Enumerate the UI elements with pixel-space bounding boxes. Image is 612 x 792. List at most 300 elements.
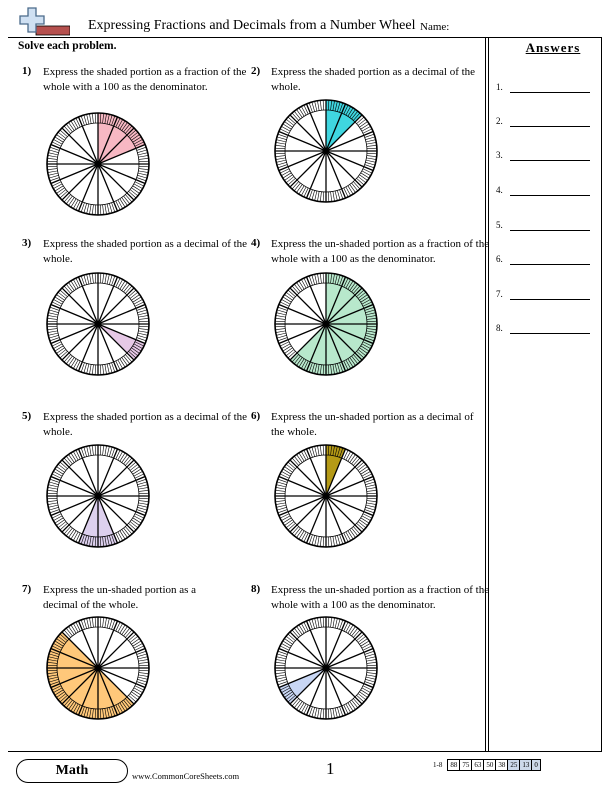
answer-line-4[interactable]: 4. bbox=[496, 185, 596, 199]
tick-mark bbox=[353, 182, 360, 189]
tick-mark bbox=[48, 173, 58, 175]
tick-mark bbox=[138, 657, 148, 659]
number-wheel bbox=[273, 98, 379, 204]
tick-mark bbox=[124, 528, 130, 536]
tick-mark bbox=[320, 617, 321, 627]
tick-mark bbox=[133, 297, 141, 302]
tick-mark bbox=[276, 657, 286, 659]
tick-mark bbox=[352, 183, 358, 191]
tick-mark bbox=[288, 523, 295, 530]
tick-mark bbox=[367, 670, 377, 671]
tick-mark bbox=[275, 156, 285, 157]
answer-line-5[interactable]: 5. bbox=[496, 220, 596, 234]
tick-mark bbox=[64, 458, 71, 465]
number-wheel bbox=[45, 271, 151, 377]
tick-mark bbox=[122, 282, 128, 290]
tick-mark bbox=[367, 662, 377, 663]
column-divider-1 bbox=[485, 37, 486, 751]
tick-mark bbox=[95, 445, 96, 455]
tick-mark bbox=[312, 190, 315, 200]
tick-mark bbox=[296, 282, 302, 290]
tick-mark bbox=[125, 195, 132, 202]
tick-mark bbox=[64, 195, 71, 202]
tick-mark bbox=[350, 529, 356, 537]
tick-mark bbox=[359, 692, 367, 698]
tick-mark bbox=[47, 158, 57, 159]
tick-mark bbox=[103, 205, 104, 215]
tick-mark bbox=[130, 464, 138, 470]
page-title: Expressing Fractions and Decimals from a Number Wheel bbox=[88, 18, 416, 33]
tick-mark bbox=[139, 161, 149, 162]
tick-mark bbox=[105, 618, 107, 628]
tick-mark bbox=[283, 173, 291, 178]
tick-mark bbox=[286, 636, 294, 642]
tick-mark bbox=[48, 313, 58, 315]
spoke bbox=[98, 164, 134, 200]
tick-mark bbox=[277, 679, 287, 682]
tick-mark bbox=[95, 113, 96, 123]
tick-mark bbox=[107, 364, 109, 374]
tick-mark bbox=[367, 673, 377, 674]
tick-mark bbox=[64, 355, 71, 362]
problem-text: Express the un-shaded portion as a decimal of the whole. bbox=[43, 584, 197, 611]
tick-mark bbox=[107, 204, 109, 214]
tick-mark bbox=[284, 520, 292, 526]
tick-mark bbox=[357, 178, 364, 185]
tick-mark bbox=[109, 363, 112, 373]
tick-mark bbox=[294, 111, 300, 119]
tick-mark bbox=[315, 274, 317, 284]
tick-mark bbox=[56, 348, 64, 354]
tick-mark bbox=[56, 134, 64, 140]
tick-mark bbox=[139, 490, 149, 491]
tick-mark bbox=[283, 518, 291, 523]
tick-mark bbox=[275, 493, 285, 494]
tick-mark bbox=[359, 466, 367, 472]
tick-mark bbox=[84, 619, 87, 629]
tick-mark bbox=[366, 659, 376, 661]
tick-mark bbox=[275, 662, 285, 663]
tick-mark bbox=[312, 707, 315, 717]
answer-line-1[interactable]: 1. bbox=[496, 82, 596, 96]
tick-mark bbox=[58, 350, 66, 356]
tick-mark bbox=[49, 335, 59, 338]
tick-mark bbox=[335, 618, 337, 628]
plus-logo-icon bbox=[18, 6, 70, 38]
tick-mark bbox=[333, 191, 335, 201]
tick-mark bbox=[292, 113, 299, 120]
tick-mark bbox=[131, 466, 139, 472]
tick-mark bbox=[56, 466, 64, 472]
tick-mark bbox=[92, 113, 93, 123]
tick-mark bbox=[323, 273, 324, 283]
tick-mark bbox=[286, 292, 294, 298]
tick-mark bbox=[49, 310, 59, 313]
tick-mark bbox=[312, 535, 315, 545]
tick-mark bbox=[129, 523, 136, 530]
tick-mark bbox=[66, 528, 72, 536]
tick-mark bbox=[361, 641, 369, 646]
spoke bbox=[98, 460, 134, 496]
answer-line-2[interactable]: 2. bbox=[496, 116, 596, 130]
tick-mark bbox=[348, 625, 353, 633]
tick-mark bbox=[68, 197, 74, 205]
tick-mark bbox=[333, 536, 335, 546]
problem-number: 3) bbox=[22, 237, 32, 249]
tick-mark bbox=[92, 273, 93, 283]
tick-mark bbox=[138, 171, 148, 173]
tick-mark bbox=[275, 329, 285, 330]
tick-mark bbox=[331, 617, 332, 627]
tick-mark bbox=[361, 469, 369, 474]
tick-mark bbox=[89, 114, 91, 124]
tick-mark bbox=[131, 294, 139, 300]
spoke bbox=[290, 151, 326, 187]
tick-mark bbox=[323, 192, 324, 202]
tick-mark bbox=[47, 169, 57, 170]
answer-line-3[interactable]: 3. bbox=[496, 150, 596, 164]
tick-mark bbox=[60, 351, 67, 358]
tick-mark bbox=[317, 708, 319, 718]
tick-mark bbox=[66, 456, 72, 464]
spoke bbox=[62, 460, 98, 496]
tick-mark bbox=[357, 695, 364, 702]
tick-mark bbox=[352, 628, 358, 636]
tick-mark bbox=[124, 456, 130, 464]
score-cell: 50 bbox=[483, 759, 496, 771]
tick-mark bbox=[366, 675, 376, 677]
tick-mark bbox=[284, 294, 292, 300]
tick-mark bbox=[294, 628, 300, 636]
tick-mark bbox=[66, 124, 72, 132]
problem-text: Express the shaded portion as a fraction of the whole with a 100 as the denominator. bbox=[43, 66, 247, 93]
tick-mark bbox=[367, 145, 377, 146]
tick-mark bbox=[292, 182, 299, 189]
tick-mark bbox=[294, 456, 300, 464]
tick-mark bbox=[358, 119, 366, 125]
tick-mark bbox=[276, 659, 286, 661]
spoke bbox=[62, 128, 98, 164]
tick-mark bbox=[66, 356, 72, 364]
tick-mark bbox=[367, 156, 377, 157]
tick-mark bbox=[361, 173, 369, 178]
tick-mark bbox=[276, 158, 286, 160]
tick-mark bbox=[139, 321, 149, 322]
tick-mark bbox=[367, 153, 377, 154]
tick-mark bbox=[328, 709, 329, 719]
problem-number: 2) bbox=[251, 65, 261, 77]
tick-mark bbox=[130, 636, 138, 642]
tick-mark bbox=[48, 503, 58, 505]
tick-mark bbox=[122, 454, 128, 462]
tick-mark bbox=[133, 186, 141, 191]
tick-mark bbox=[283, 124, 291, 129]
tick-mark bbox=[350, 701, 356, 709]
tick-mark bbox=[366, 503, 376, 505]
tick-mark bbox=[312, 619, 315, 629]
tick-mark bbox=[294, 700, 300, 708]
tick-mark bbox=[277, 310, 287, 313]
tick-mark bbox=[283, 297, 291, 302]
tick-mark bbox=[87, 114, 89, 124]
tick-mark bbox=[317, 274, 319, 284]
tick-mark bbox=[49, 482, 59, 485]
tick-mark bbox=[276, 142, 286, 144]
answer-line-6[interactable]: 6. bbox=[496, 254, 596, 268]
tick-mark bbox=[95, 273, 96, 283]
tick-mark bbox=[299, 186, 304, 194]
tick-mark bbox=[315, 618, 317, 628]
tick-mark bbox=[283, 346, 291, 351]
tick-mark bbox=[133, 518, 141, 523]
tick-mark bbox=[137, 175, 147, 178]
tick-mark bbox=[299, 453, 304, 461]
spoke bbox=[290, 460, 326, 496]
tick-mark bbox=[87, 618, 89, 628]
problem-text: Express the un-shaded portion as a fraction of the whole with a 100 as the denominator. bbox=[271, 238, 490, 265]
problem-text: Express the shaded portion as a decimal of the whole. bbox=[43, 411, 248, 438]
tick-mark bbox=[323, 100, 324, 110]
tick-mark bbox=[294, 528, 300, 536]
spoke bbox=[326, 496, 362, 532]
number-wheel bbox=[273, 615, 379, 721]
tick-mark bbox=[55, 297, 63, 302]
problem-text: Express the un-shaded portion as a decimal of the whole. bbox=[271, 411, 474, 438]
tick-mark bbox=[87, 364, 89, 374]
tick-mark bbox=[71, 453, 76, 461]
tick-mark bbox=[296, 109, 302, 117]
tick-mark bbox=[277, 507, 287, 510]
tick-mark bbox=[122, 357, 128, 365]
tick-mark bbox=[60, 130, 67, 137]
tick-mark bbox=[276, 160, 286, 162]
tick-mark bbox=[138, 485, 148, 487]
tick-mark bbox=[68, 357, 74, 365]
tick-mark bbox=[337, 190, 340, 200]
tick-mark bbox=[138, 331, 148, 333]
tick-mark bbox=[47, 318, 57, 319]
tick-mark bbox=[292, 630, 299, 637]
tick-mark bbox=[139, 329, 149, 330]
tick-mark bbox=[49, 175, 59, 178]
tick-mark bbox=[139, 169, 149, 170]
tick-mark bbox=[71, 531, 76, 539]
tick-mark bbox=[275, 321, 285, 322]
tick-mark bbox=[107, 618, 109, 628]
tick-mark bbox=[353, 527, 360, 534]
tick-mark bbox=[331, 192, 332, 202]
tick-mark bbox=[103, 445, 104, 455]
tick-mark bbox=[89, 204, 91, 214]
tick-mark bbox=[92, 445, 93, 455]
tick-mark bbox=[138, 677, 148, 679]
tick-mark bbox=[277, 335, 287, 338]
tick-mark bbox=[105, 274, 107, 284]
answer-line-7[interactable]: 7. bbox=[496, 289, 596, 303]
tick-mark bbox=[89, 274, 91, 284]
tick-mark bbox=[275, 490, 285, 491]
tick-mark bbox=[367, 665, 377, 666]
tick-mark bbox=[366, 140, 376, 142]
tick-mark bbox=[130, 190, 138, 196]
tick-mark bbox=[315, 101, 317, 111]
tick-mark bbox=[294, 183, 300, 191]
tick-mark bbox=[312, 102, 315, 112]
tick-mark bbox=[138, 659, 148, 661]
tick-mark bbox=[365, 654, 375, 657]
tick-mark bbox=[138, 333, 148, 335]
tick-mark bbox=[48, 171, 58, 173]
tick-mark bbox=[89, 364, 91, 374]
tick-mark bbox=[138, 675, 148, 677]
tick-mark bbox=[286, 119, 294, 125]
problem-text: Express the un-shaded portion as a fraction of the whole with a 100 as the denominator. bbox=[271, 584, 490, 611]
tick-mark bbox=[337, 707, 340, 717]
tick-mark bbox=[357, 634, 364, 641]
tick-mark bbox=[68, 626, 74, 634]
tick-mark bbox=[137, 679, 147, 682]
tick-mark bbox=[283, 641, 291, 646]
tick-mark bbox=[299, 281, 304, 289]
tick-mark bbox=[55, 186, 63, 191]
number-wheel bbox=[273, 443, 379, 549]
right-border bbox=[601, 37, 602, 751]
tick-mark bbox=[320, 445, 321, 455]
tick-mark bbox=[288, 634, 295, 641]
tick-mark bbox=[286, 522, 294, 528]
tick-mark bbox=[139, 166, 149, 167]
tick-mark bbox=[87, 204, 89, 214]
tick-mark bbox=[275, 318, 285, 319]
tick-mark bbox=[58, 522, 66, 528]
tick-mark bbox=[138, 153, 148, 155]
tick-mark bbox=[95, 617, 96, 627]
tick-mark bbox=[137, 335, 147, 338]
tick-mark bbox=[320, 100, 321, 110]
tick-mark bbox=[64, 286, 71, 293]
instructions: Solve each problem. bbox=[18, 40, 117, 52]
tick-mark bbox=[366, 677, 376, 679]
tick-mark bbox=[317, 101, 319, 111]
tick-mark bbox=[103, 365, 104, 375]
tick-mark bbox=[315, 446, 317, 456]
tick-mark bbox=[275, 145, 285, 146]
tick-mark bbox=[84, 447, 87, 457]
tick-mark bbox=[320, 709, 321, 719]
number-wheel bbox=[45, 443, 151, 549]
tick-mark bbox=[359, 175, 367, 181]
answer-line-8[interactable]: 8. bbox=[496, 323, 596, 337]
tick-mark bbox=[277, 482, 287, 485]
tick-mark bbox=[275, 498, 285, 499]
spoke bbox=[326, 668, 362, 704]
tick-mark bbox=[130, 522, 138, 528]
tick-mark bbox=[317, 618, 319, 628]
tick-mark bbox=[84, 275, 87, 285]
tick-mark bbox=[129, 634, 136, 641]
tick-mark bbox=[276, 505, 286, 507]
tick-mark bbox=[138, 155, 148, 157]
tick-mark bbox=[361, 124, 369, 129]
tick-mark bbox=[359, 520, 367, 526]
tick-mark bbox=[299, 108, 304, 116]
spoke bbox=[326, 151, 362, 187]
tick-mark bbox=[47, 329, 57, 330]
tick-mark bbox=[284, 638, 292, 644]
tick-mark bbox=[323, 445, 324, 455]
tick-mark bbox=[288, 178, 295, 185]
tick-mark bbox=[296, 529, 302, 537]
tick-mark bbox=[47, 498, 57, 499]
tick-mark bbox=[105, 364, 107, 374]
tick-mark bbox=[335, 191, 337, 201]
tick-mark bbox=[130, 694, 138, 700]
number-wheel bbox=[273, 271, 379, 377]
tick-mark bbox=[328, 537, 329, 547]
tick-mark bbox=[315, 708, 317, 718]
tick-mark bbox=[66, 196, 72, 204]
score-cell: 0 bbox=[531, 759, 541, 771]
tick-mark bbox=[337, 619, 340, 629]
tick-mark bbox=[105, 446, 107, 456]
tick-mark bbox=[122, 197, 128, 205]
tick-mark bbox=[276, 677, 286, 679]
tick-mark bbox=[122, 626, 128, 634]
tick-mark bbox=[105, 204, 107, 214]
tick-mark bbox=[133, 690, 141, 695]
tick-mark bbox=[284, 348, 292, 354]
tick-mark bbox=[95, 205, 96, 215]
score-table bbox=[432, 759, 541, 771]
tick-mark bbox=[47, 161, 57, 162]
tick-mark bbox=[366, 160, 376, 162]
score-cell: 25 bbox=[507, 759, 520, 771]
tick-mark bbox=[367, 490, 377, 491]
spoke bbox=[62, 324, 98, 360]
score-cell: 75 bbox=[459, 759, 472, 771]
tick-mark bbox=[124, 628, 130, 636]
tick-mark bbox=[296, 184, 302, 192]
answers-title: Answers bbox=[525, 40, 581, 55]
tick-mark bbox=[64, 126, 71, 133]
tick-mark bbox=[367, 501, 377, 502]
tick-mark bbox=[92, 617, 93, 627]
tick-mark bbox=[299, 531, 304, 539]
tick-mark bbox=[276, 331, 286, 333]
tick-mark bbox=[276, 333, 286, 335]
tick-mark bbox=[120, 199, 125, 207]
tick-mark bbox=[275, 153, 285, 154]
tick-mark bbox=[317, 191, 319, 201]
tick-mark bbox=[353, 630, 360, 637]
spoke bbox=[98, 632, 134, 668]
tick-mark bbox=[292, 527, 299, 534]
tick-mark bbox=[358, 464, 366, 470]
tick-mark bbox=[315, 191, 317, 201]
tick-mark bbox=[276, 140, 286, 142]
tick-mark bbox=[276, 675, 286, 677]
tick-mark bbox=[133, 641, 141, 646]
tick-mark bbox=[331, 537, 332, 547]
tick-mark bbox=[137, 654, 147, 657]
problem-number: 4) bbox=[251, 237, 261, 249]
tick-mark bbox=[359, 638, 367, 644]
tick-mark bbox=[294, 284, 300, 292]
tick-mark bbox=[286, 464, 294, 470]
tick-mark bbox=[55, 346, 63, 351]
tick-mark bbox=[320, 273, 321, 283]
tick-mark bbox=[365, 482, 375, 485]
